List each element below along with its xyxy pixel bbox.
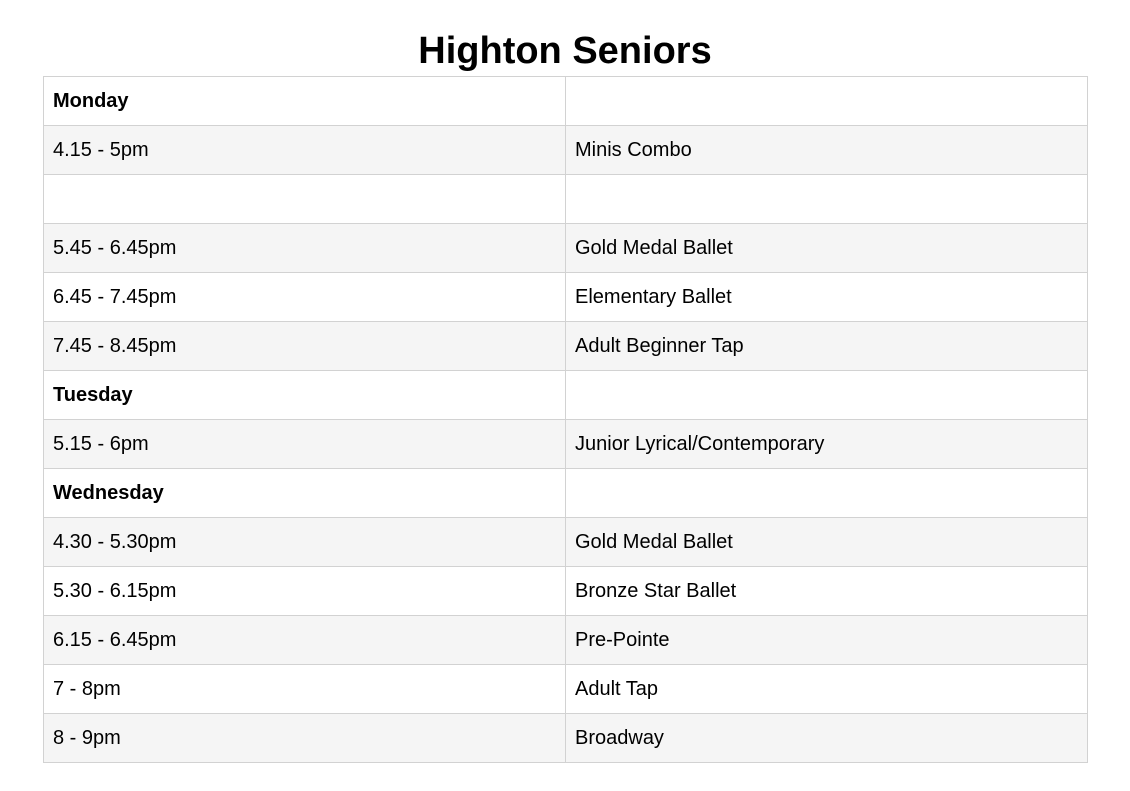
day-label: Tuesday <box>44 371 566 420</box>
page-title: Highton Seniors <box>418 30 712 72</box>
class-cell: Gold Medal Ballet <box>566 518 1088 567</box>
table-row <box>44 273 1088 322</box>
table-row <box>44 665 1088 714</box>
time-cell: 4.15 - 5pm <box>44 126 566 175</box>
class-cell: Gold Medal Ballet <box>566 224 1088 273</box>
time-cell: 5.30 - 6.15pm <box>44 567 566 616</box>
day-row-wednesday <box>44 469 1088 518</box>
class-cell <box>566 175 1088 224</box>
class-cell: Junior Lyrical/Contemporary <box>566 420 1088 469</box>
time-cell: 6.15 - 6.45pm <box>44 616 566 665</box>
time-cell: 7.45 - 8.45pm <box>44 322 566 371</box>
class-cell: Elementary Ballet <box>566 273 1088 322</box>
class-cell: Minis Combo <box>566 126 1088 175</box>
class-cell <box>566 77 1088 126</box>
class-cell <box>566 371 1088 420</box>
time-cell: 5.15 - 6pm <box>44 420 566 469</box>
table-row <box>44 518 1088 567</box>
table-row <box>44 420 1088 469</box>
schedule-table <box>43 76 1088 763</box>
table-row <box>44 322 1088 371</box>
table-row <box>44 714 1088 763</box>
class-cell: Broadway <box>566 714 1088 763</box>
day-label: Wednesday <box>44 469 566 518</box>
day-label: Monday <box>44 77 566 126</box>
time-cell: 5.45 - 6.45pm <box>44 224 566 273</box>
table-row <box>44 567 1088 616</box>
class-cell: Adult Beginner Tap <box>566 322 1088 371</box>
time-cell: 7 - 8pm <box>44 665 566 714</box>
class-cell: Adult Tap <box>566 665 1088 714</box>
time-cell: 8 - 9pm <box>44 714 566 763</box>
time-cell <box>44 175 566 224</box>
table-row <box>44 224 1088 273</box>
day-row-monday <box>44 77 1088 126</box>
time-cell: 4.30 - 5.30pm <box>44 518 566 567</box>
day-row-tuesday <box>44 371 1088 420</box>
table-row <box>44 616 1088 665</box>
class-cell <box>566 469 1088 518</box>
time-cell: 6.45 - 7.45pm <box>44 273 566 322</box>
table-row <box>44 175 1088 224</box>
table-row <box>44 126 1088 175</box>
class-cell: Pre-Pointe <box>566 616 1088 665</box>
class-cell: Bronze Star Ballet <box>566 567 1088 616</box>
